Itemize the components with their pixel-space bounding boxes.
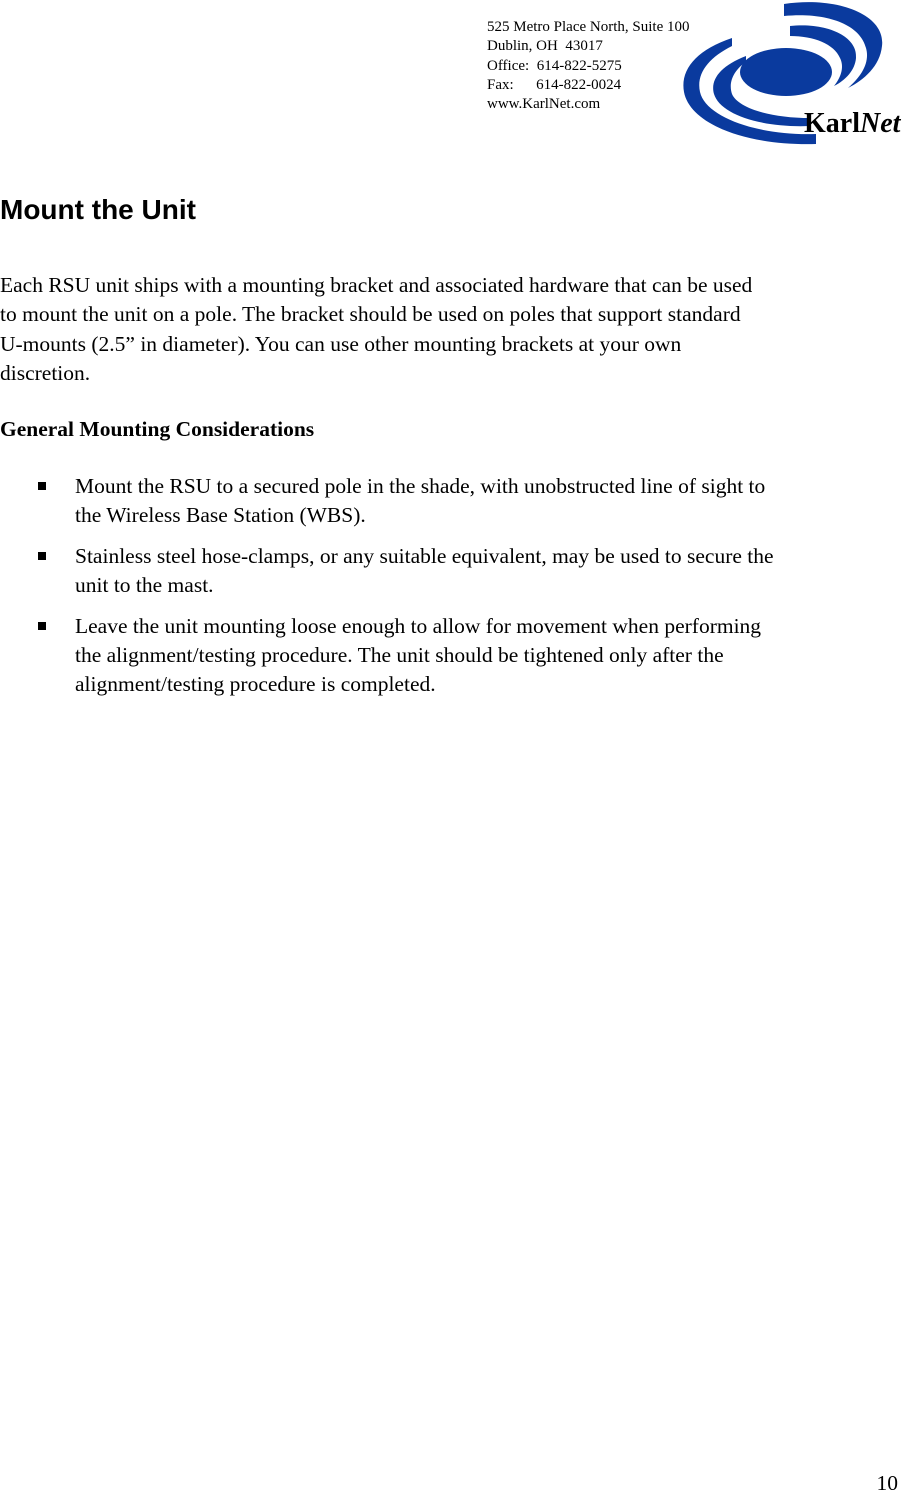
list-item bbox=[0, 542, 908, 600]
intro-line: U-mounts (2.5” in diameter). You can use other mounting brackets at your own bbox=[0, 331, 682, 356]
logo-text-net: Net bbox=[860, 108, 901, 139]
address-office-phone: Office: 614-822-5275 bbox=[487, 57, 622, 74]
address-city: Dublin, OH 43017 bbox=[487, 38, 603, 55]
list-item-line: Leave the unit mounting loose enough to allow for movement when performing bbox=[75, 614, 762, 638]
address-fax: Fax: 614-822-0024 bbox=[487, 76, 622, 93]
address-street: 525 Metro Place North, Suite 100 bbox=[487, 19, 690, 35]
intro-paragraph bbox=[0, 271, 900, 388]
company-address bbox=[487, 18, 689, 114]
list-item-line: the alignment/testing procedure. The unit should be tightened only after the bbox=[75, 643, 724, 667]
list-item-line: unit to the mast. bbox=[75, 573, 214, 597]
square-bullet-icon bbox=[38, 482, 46, 490]
list-item-line: alignment/testing procedure is completed. bbox=[75, 672, 436, 696]
intro-line: to mount the unit on a pole. The bracket should be used on poles that support standard bbox=[0, 302, 741, 327]
square-bullet-icon bbox=[38, 552, 46, 560]
intro-line: Each RSU unit ships with a mounting bracket and associated hardware that can be used bbox=[0, 273, 753, 297]
list-item-line: Stainless steel hose-clamps, or any suitable equivalent, may be used to secure the bbox=[75, 544, 774, 568]
square-bullet-icon bbox=[38, 622, 46, 630]
logo-wordmark bbox=[804, 108, 900, 140]
section-heading: General Mounting Considerations bbox=[0, 417, 315, 441]
list-item bbox=[0, 472, 908, 530]
page-number: 10 bbox=[876, 1471, 898, 1495]
list-item bbox=[0, 612, 908, 699]
intro-line: discretion. bbox=[0, 360, 91, 385]
list-item-line: the Wireless Base Station (WBS). bbox=[75, 503, 366, 527]
karlnet-logo bbox=[676, 0, 908, 148]
list-item-line: Mount the RSU to a secured pole in the shade, with unobstructed line of sight to bbox=[75, 474, 766, 498]
considerations-list bbox=[0, 472, 908, 711]
address-website: www.KarlNet.com bbox=[487, 96, 601, 113]
logo-text-karl: Karl bbox=[804, 108, 860, 139]
page-title: Mount the Unit bbox=[0, 194, 196, 225]
